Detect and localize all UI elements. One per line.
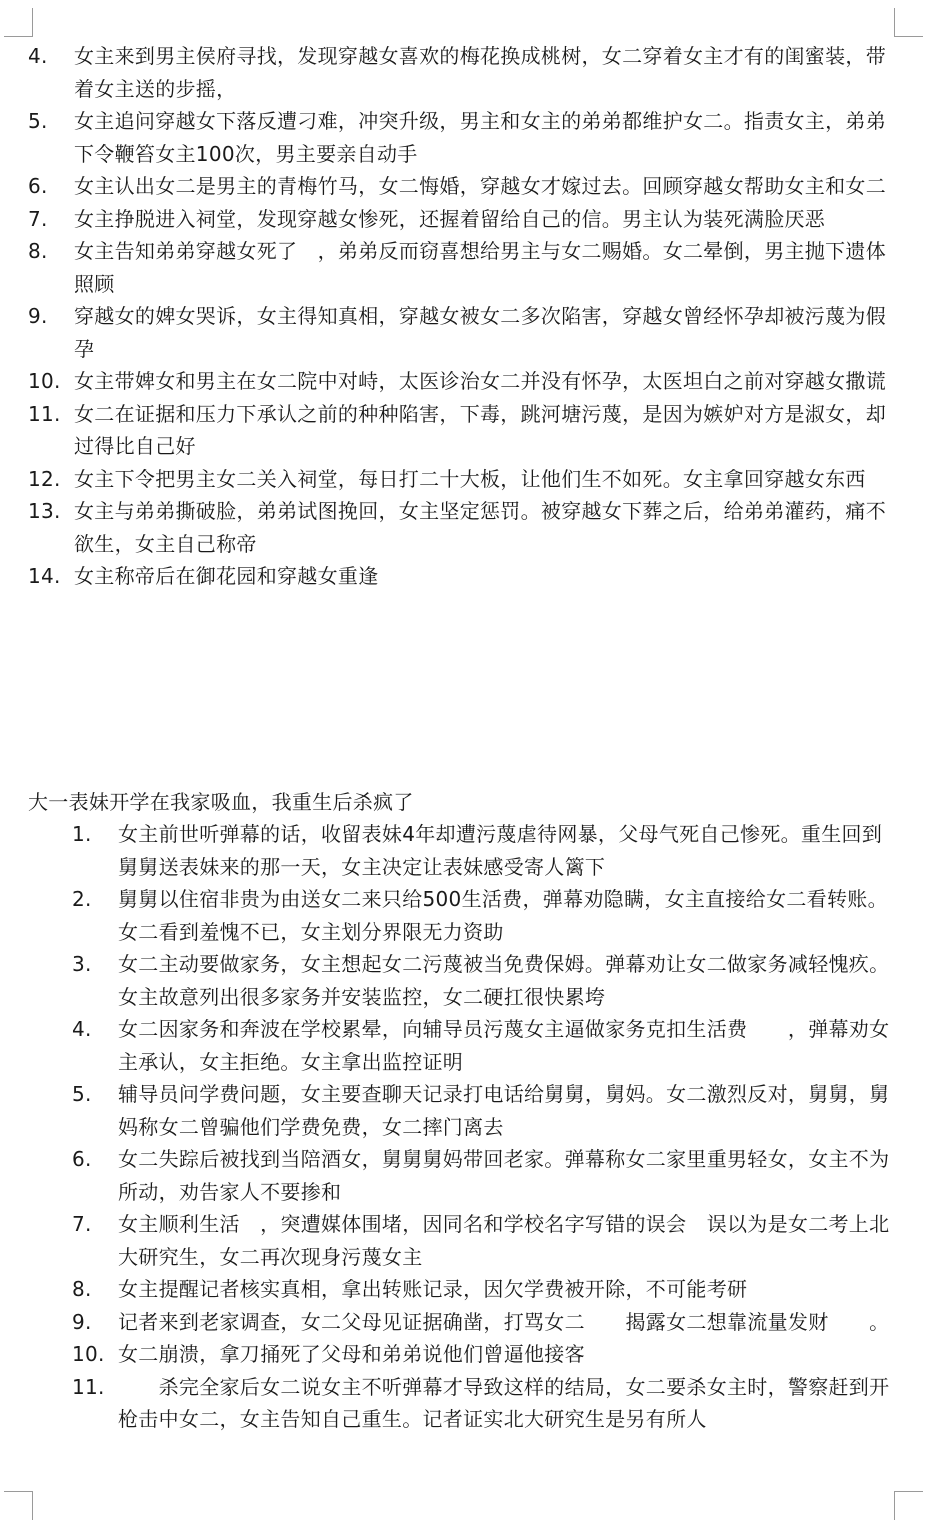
item-number: 6. [28,174,48,198]
list-item [72,1078,898,1143]
list-item [72,883,898,948]
item-number: 4. [28,44,48,68]
item-text: 杀完全家后女二说女主不听弹幕才导致这样的结局，女二要杀女主时，警察赶到开枪击中女二，女主告知自己重生。记者证实北大研究生是另有所人 [118,1374,890,1431]
item-number: 4. [72,1017,92,1041]
item-text: 女主顺利生活 ，突遭媒体围堵，因同名和学校名字写错的误会 误以为是女二考上北大研究生，女二再次现身污蔑女主 [118,1212,890,1269]
list-item [72,1273,898,1306]
list-item [28,40,898,105]
item-text: 女主来到男主侯府寻找，发现穿越女喜欢的梅花换成桃树，女二穿着女主才有的闺蜜装，带着女主送的步摇， [74,44,886,101]
crop-mark-bottom-left [4,1491,33,1520]
item-number: 5. [72,1082,92,1106]
list-item [72,818,898,883]
item-number: 1. [72,822,92,846]
item-text: 女主告知弟弟穿越女死了 ，弟弟反而窃喜想给男主与女二赐婚。女二晕倒，男主抛下遗体照顾 [74,239,886,296]
item-text: 女二崩溃，拿刀捅死了父母和弟弟说他们曾逼他接客 [118,1342,585,1366]
item-number: 10. [28,369,61,393]
list-item [72,1208,898,1273]
list-item [28,300,898,365]
item-number: 14. [28,564,61,588]
item-text: 舅舅以住宿非贵为由送女二来只给500生活费，弹幕劝隐瞒，女主直接给女二看转账。女二看到羞愧不已，女主划分界限无力资助 [118,887,888,944]
item-number: 12. [28,466,61,491]
item-number: 5. [28,109,48,133]
item-text: 穿越女的婢女哭诉，女主得知真相，穿越女被女二多次陷害，穿越女曾经怀孕却被污蔑为假孕 [74,304,886,361]
plot-outline-list-2 [72,818,898,1436]
item-number: 11. [28,401,61,426]
item-number: 10. [72,1342,105,1366]
section-title: 大一表妹开学在我家吸血，我重生后杀疯了 [28,790,414,814]
list-item [28,105,898,170]
list-item [28,170,898,203]
item-text: 女主提醒记者核实真相，拿出转账记录，因欠学费被开除，不可能考研 [118,1277,748,1301]
item-text: 女二在证据和压力下承认之前的种种陷害，下毒，跳河塘污蔑，是因为嫉妒对方是淑女，却过得比自己好 [74,401,886,458]
list-item [72,1143,898,1208]
item-number: 8. [28,239,48,263]
item-text: 女主认出女二是男主的青梅竹马，女二悔婚，穿越女才嫁过去。回顾穿越女帮助女主和女二 [74,174,886,198]
list-item [28,495,898,560]
item-number: 9. [28,304,48,328]
list-item [28,203,898,236]
crop-mark-bottom-right [894,1491,923,1520]
item-number: 7. [28,206,48,231]
item-text: 女主下令把男主女二关入祠堂，每日打二十大板，让他们生不如死。女主拿回穿越女东西 [74,466,866,491]
item-number: 8. [72,1277,92,1301]
item-text: 女主挣脱进入祠堂，发现穿越女惨死，还握着留给自己的信。男主认为装死满脸厌恶 [74,206,826,231]
item-text: 女主前世听弹幕的话，收留表妹4年却遭污蔑虐待网暴，父母气死自己惨死。重生回到舅舅送表妹来的那一天，女主决定让表妹感受寄人篱下 [118,822,883,879]
item-text: 女二因家务和奔波在学校累晕，向辅导员污蔑女主逼做家务克扣生活费 ，弹幕劝女主承认，女主拒绝。女主拿出监控证明 [118,1017,890,1074]
list-item [72,1371,898,1436]
plot-outline-list-1 [28,40,898,593]
crop-mark-top-left [4,8,33,37]
list-item [28,235,898,300]
list-item [28,560,898,593]
list-item [28,398,898,463]
item-text: 女二失踪后被找到当陪酒女，舅舅舅妈带回老家。弹幕称女二家里重男轻女，女主不为所动，劝告家人不要掺和 [118,1147,890,1204]
item-number: 13. [28,499,61,523]
item-number: 11. [72,1374,105,1399]
list-item [72,1306,898,1339]
item-text: 女二主动要做家务，女主想起女二污蔑被当免费保姆。弹幕劝让女二做家务减轻愧疚。女主故意列出很多家务并安装监控，女二硬扛很快累垮 [118,952,890,1009]
item-number: 7. [72,1212,92,1236]
crop-mark-top-right [894,8,923,37]
item-number: 3. [72,952,92,976]
item-number: 9. [72,1309,92,1334]
item-text: 女主称帝后在御花园和穿越女重逢 [74,564,379,588]
list-item [72,948,898,1013]
item-text: 女主与弟弟撕破脸，弟弟试图挽回，女主坚定惩罚。被穿越女下葬之后，给弟弟灌药，痛不欲生，女主自己称帝 [74,499,886,556]
item-number: 6. [72,1147,92,1171]
item-text: 辅导员问学费问题，女主要查聊天记录打电话给舅舅，舅妈。女二激烈反对，舅舅，舅妈称女二曾骗他们学费免费，女二摔门离去 [118,1082,890,1139]
list-item [72,1013,898,1078]
item-text: 女主带婢女和男主在女二院中对峙，太医诊治女二并没有怀孕，太医坦白之前对穿越女撒谎 [74,369,886,393]
item-number: 2. [72,887,92,911]
list-item [28,463,898,496]
list-item [28,365,898,398]
item-text: 女主追问穿越女下落反遭刁难，冲突升级，男主和女主的弟弟都维护女二。指责女主，弟弟下令鞭笞女主100次，男主要亲自动手 [74,109,886,166]
list-item [72,1338,898,1371]
item-text: 记者来到老家调查，女二父母见证据确凿，打骂女二 揭露女二想靠流量发财 。 [118,1309,890,1334]
